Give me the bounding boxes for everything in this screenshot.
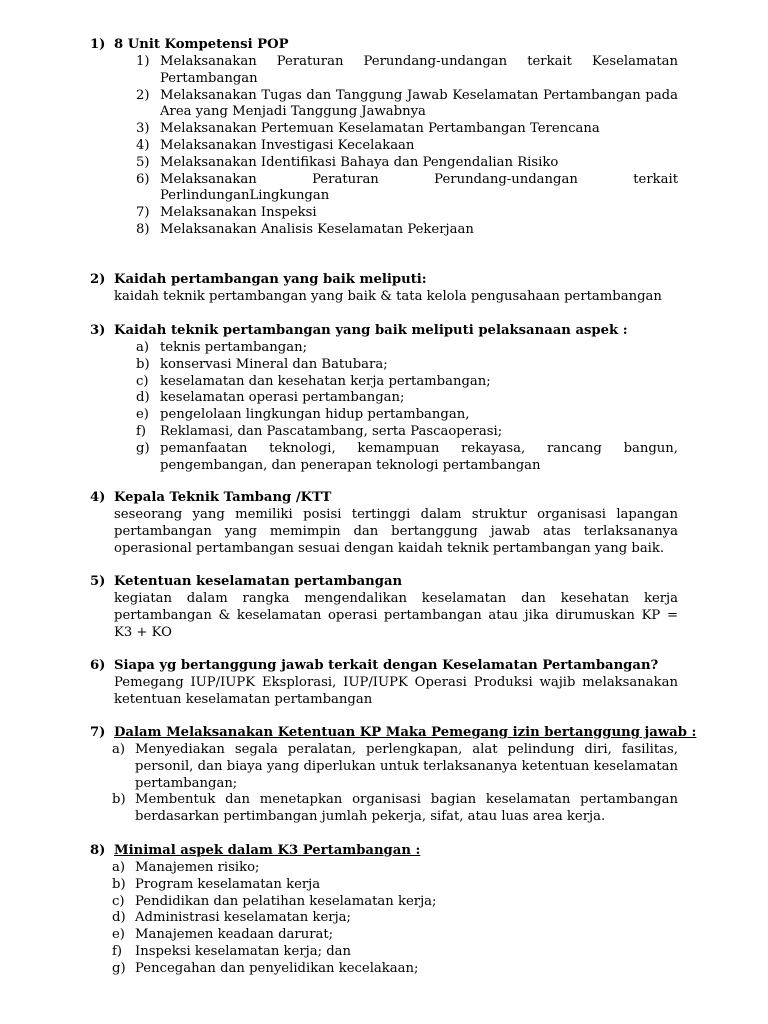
list-item: keselamatan dan kesehatan kerja pertambangan; bbox=[160, 373, 491, 389]
list-item: Administrasi keselamatan kerja; bbox=[135, 910, 351, 926]
section-title: Kaidah teknik pertambangan yang baik meliputi pelaksanaan aspek : bbox=[114, 323, 628, 338]
section-number: 1) bbox=[90, 37, 106, 52]
list-item-marker: 8) bbox=[136, 222, 150, 237]
list-item-marker: b) bbox=[112, 876, 126, 892]
section-number: 8) bbox=[90, 843, 106, 858]
section-title: Kaidah pertambangan yang baik meliputi: bbox=[114, 272, 427, 287]
section-5-body: kegiatan dalam rangka mengendalikan keselamatan dan kesehatan kerja pertambangan & keselamatan operasi pertambangan atau jika dirumuskan KP = K3 + KO bbox=[114, 591, 678, 640]
list-item: Pendidikan dan pelatihan keselamatan kerja; bbox=[135, 893, 437, 909]
list-item: Reklamasi, dan Pascatambang, serta Pascaoperasi; bbox=[160, 424, 503, 439]
list-item-marker: 1) bbox=[136, 54, 150, 69]
list-item: Inspeksi keselamatan kerja; dan bbox=[135, 944, 352, 959]
list-item-marker: e) bbox=[136, 407, 149, 423]
section-number: 5) bbox=[90, 574, 106, 589]
list-item-marker: a) bbox=[136, 340, 150, 355]
section-number: 3) bbox=[90, 323, 106, 338]
list-item-marker: 4) bbox=[136, 138, 150, 153]
list-item-marker: d) bbox=[136, 390, 150, 406]
section-8-heading bbox=[90, 843, 420, 860]
section-title: 8 Unit Kompetensi POP bbox=[114, 37, 289, 52]
section-2-body: kaidah teknik pertambangan yang baik & tata kelola pengusahaan pertambangan bbox=[114, 289, 662, 304]
list-item: konservasi Mineral dan Batubara; bbox=[160, 356, 388, 372]
list-item-marker: 7) bbox=[136, 205, 150, 221]
section-number: 6) bbox=[90, 658, 106, 673]
list-item: Melaksanakan Peraturan Perundang-undangan terkait PerlindunganLingkungan bbox=[160, 171, 678, 204]
list-item-marker: 3) bbox=[136, 121, 150, 137]
list-item-marker: 5) bbox=[136, 154, 150, 170]
list-item-marker: g) bbox=[112, 960, 126, 976]
list-item: Program keselamatan kerja bbox=[135, 876, 321, 892]
list-item: Menyediakan segala peralatan, perlengkapan, alat pelindung diri, fasilitas, personil, dan biaya yang diperlukan untuk terlaksananya ketentuan keselamatan pertambangan; bbox=[135, 742, 678, 791]
list-item: teknis pertambangan; bbox=[160, 340, 308, 355]
list-item-marker: a) bbox=[112, 860, 126, 875]
list-item-marker: a) bbox=[112, 742, 126, 757]
list-item-marker: g) bbox=[136, 440, 150, 456]
section-number: 7) bbox=[90, 725, 106, 740]
list-item-marker: f) bbox=[136, 424, 147, 439]
list-item: Membentuk dan menetapkan organisasi bagian keselamatan pertambangan berdasarkan pertimbangan jumlah pekerja, sifat, atau luas area kerja. bbox=[135, 792, 678, 825]
list-item-marker: b) bbox=[112, 792, 126, 808]
list-item: Melaksanakan Tugas dan Tanggung Jawab Keselamatan Pertambangan pada Area yang Menjadi Tanggung Jawabnya bbox=[160, 87, 678, 120]
section-2-heading bbox=[90, 272, 427, 289]
list-item: pengelolaan lingkungan hidup pertambangan, bbox=[160, 407, 470, 423]
list-item-marker: 2) bbox=[136, 87, 150, 103]
list-item-marker: d) bbox=[112, 910, 126, 926]
list-item: Melaksanakan Peraturan Perundang-undangan terkait Keselamatan Pertambangan bbox=[160, 54, 678, 86]
section-6-body: Pemegang IUP/IUPK Eksplorasi, IUP/IUPK Operasi Produksi wajib melaksanakan ketentuan keselamatan pertambangan bbox=[114, 675, 678, 707]
list-item: Melaksanakan Identifikasi Bahaya dan Pengendalian Risiko bbox=[160, 154, 559, 170]
section-title: Siapa yg bertanggung jawab terkait dengan Keselamatan Pertambangan? bbox=[114, 658, 659, 673]
list-item: keselamatan operasi pertambangan; bbox=[160, 390, 405, 406]
list-item: Melaksanakan Analisis Keselamatan Pekerjaan bbox=[160, 222, 474, 237]
list-item-marker: c) bbox=[136, 373, 149, 389]
list-item-marker: 6) bbox=[136, 171, 150, 187]
list-item: Manajemen risiko; bbox=[135, 860, 260, 875]
section-4-body: seseorang yang memiliki posisi tertinggi dalam struktur organisasi lapangan pertambangan yang memimpin dan bertanggung jawab atas terlaksananya operasional pertambangan sesuai dengan kaidah teknik pertambangan yang baik. bbox=[114, 507, 678, 556]
list-item-marker: f) bbox=[112, 944, 123, 959]
list-item: Pencegahan dan penyelidikan kecelakaan; bbox=[135, 960, 419, 976]
list-item: Manajemen keadaan darurat; bbox=[135, 927, 334, 943]
list-item-marker: e) bbox=[112, 927, 125, 943]
section-title: Ketentuan keselamatan pertambangan bbox=[114, 574, 403, 589]
section-3-heading bbox=[90, 323, 628, 340]
section-number: 4) bbox=[90, 490, 106, 505]
list-item: Melaksanakan Pertemuan Keselamatan Pertambangan Terencana bbox=[160, 121, 600, 137]
section-number: 2) bbox=[90, 272, 106, 287]
section-7-heading bbox=[90, 725, 696, 742]
list-item-marker: b) bbox=[136, 356, 150, 372]
section-6-heading bbox=[90, 658, 658, 675]
section-title: Kepala Teknik Tambang /KTT bbox=[114, 490, 332, 505]
list-item: pemanfaatan teknologi, kemampuan rekayasa, rancang bangun, pengembangan, dan penerapan teknologi pertambangan bbox=[160, 440, 678, 473]
section-title: Dalam Melaksanakan Ketentuan KP Maka Pemegang izin bertanggung jawab : bbox=[114, 725, 697, 740]
list-item-marker: c) bbox=[112, 893, 125, 909]
section-1-heading bbox=[90, 37, 289, 54]
list-item: Melaksanakan Inspeksi bbox=[160, 205, 317, 221]
section-4-heading bbox=[90, 490, 331, 507]
list-item: Melaksanakan Investigasi Kecelakaan bbox=[160, 138, 415, 153]
section-title: Minimal aspek dalam K3 Pertambangan : bbox=[114, 843, 421, 858]
section-5-heading bbox=[90, 574, 402, 591]
